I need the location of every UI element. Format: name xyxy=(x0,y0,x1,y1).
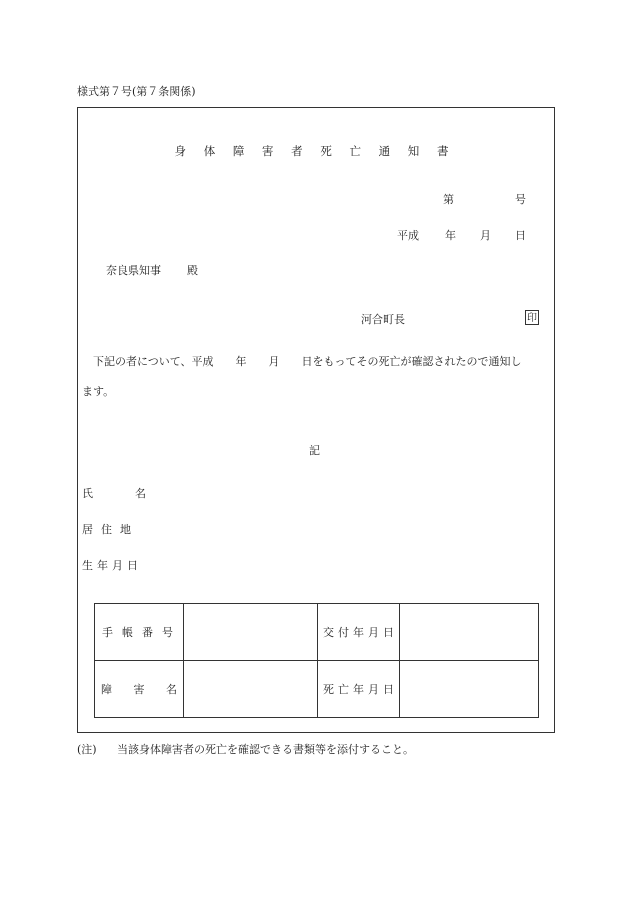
seal-mark: 印 xyxy=(525,310,539,325)
notebook-number-label xyxy=(95,604,184,661)
recipient: 奈良県知事 xyxy=(106,264,161,277)
date-month-label: 月 xyxy=(480,229,491,242)
body-text-line1: 下記の者について、平成 年 月 日をもってその死亡が確認されたので通知し xyxy=(93,355,522,368)
disability-name-char-3: 名 xyxy=(166,683,177,696)
name-label-second: 名 xyxy=(135,487,146,500)
info-table xyxy=(94,603,539,718)
disability-name-value[interactable] xyxy=(184,661,318,718)
table-row xyxy=(95,661,539,718)
death-date-label xyxy=(318,661,400,718)
notebook-number-text: 手帳番号 xyxy=(102,626,182,639)
ki-heading: 記 xyxy=(309,444,320,457)
number-prefix: 第 xyxy=(443,193,454,206)
note-marker: (注) xyxy=(77,743,97,756)
issue-date-value[interactable] xyxy=(400,604,539,661)
document-title: 身 体 障 害 者 死 亡 通 知 書 xyxy=(174,144,456,158)
dob-label: 生年月日 xyxy=(82,559,142,572)
disability-name-label xyxy=(95,661,184,718)
honorific: 殿 xyxy=(187,264,198,277)
form-label: 様式第７号(第７条関係) xyxy=(77,85,196,98)
date-day-label: 日 xyxy=(515,229,526,242)
date-era: 平成 xyxy=(397,229,419,242)
disability-name-char-2: 害 xyxy=(133,683,145,696)
name-label-first: 氏 xyxy=(82,487,93,500)
disability-name-char-1: 障 xyxy=(101,683,112,696)
note-text: 当該身体障害者の死亡を確認できる書類等を添付すること。 xyxy=(117,743,414,756)
body-text-line2: ます。 xyxy=(82,385,115,398)
number-suffix: 号 xyxy=(515,193,526,206)
issuer: 河合町長 xyxy=(361,313,405,326)
date-year-label: 年 xyxy=(445,229,456,242)
issue-date-label xyxy=(318,604,400,661)
death-date-text: 死亡年月日 xyxy=(323,683,398,696)
address-label: 居住地 xyxy=(82,523,139,536)
table-row xyxy=(95,604,539,661)
death-date-value[interactable] xyxy=(400,661,539,718)
issue-date-text: 交付年月日 xyxy=(323,626,398,639)
notebook-number-value[interactable] xyxy=(184,604,318,661)
